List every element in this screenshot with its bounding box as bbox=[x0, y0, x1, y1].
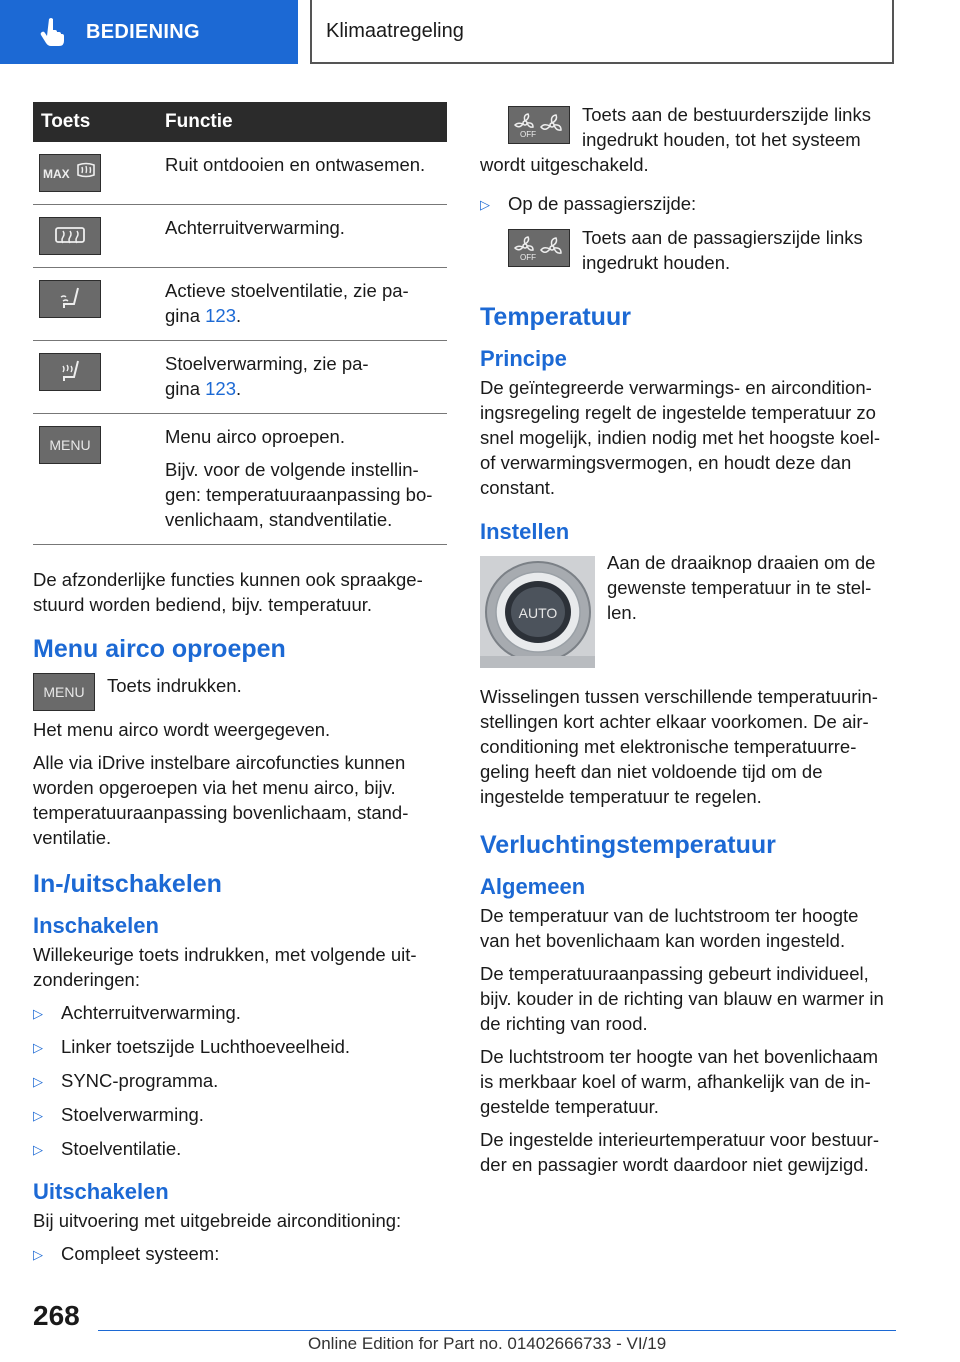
heading-switch-off: Uitschakelen bbox=[33, 1179, 169, 1204]
table-cell bbox=[161, 341, 447, 414]
passenger-side-instruction bbox=[480, 225, 896, 281]
table-header-function: Functie bbox=[161, 102, 447, 142]
list-item bbox=[480, 191, 896, 217]
rear-window-heating-icon bbox=[39, 217, 101, 255]
page-link[interactable]: 123 bbox=[205, 378, 236, 399]
table-row bbox=[33, 341, 447, 414]
list-item-text: Op de passagierszijde: bbox=[508, 193, 697, 214]
driver-side-instruction bbox=[480, 102, 896, 183]
seat-ventilation-icon bbox=[39, 280, 101, 318]
menu-key-label: MENU bbox=[43, 684, 85, 700]
heading-principle: Principe bbox=[480, 346, 567, 371]
list-item-text: SYNC-programma. bbox=[61, 1070, 219, 1091]
heading-on-off: In-/uitschakelen bbox=[33, 870, 222, 898]
passenger-list bbox=[480, 191, 896, 217]
general-paragraph: De ingestelde interieurtemperatuur voor bestuur- der en passagier wordt daardoor niet gewijzigd. bbox=[480, 1129, 879, 1175]
temperature-knob-image bbox=[480, 556, 595, 668]
right-column bbox=[480, 102, 896, 1185]
general-paragraph: De luchtstroom ter hoogte van het bovenlichaam is merkbaar koel of warm, afhankelijk van de in- gestelde temperatuur. bbox=[480, 1046, 878, 1117]
table-row bbox=[33, 414, 447, 545]
list-item bbox=[33, 1102, 447, 1128]
max-defrost-icon bbox=[39, 154, 101, 192]
triangle-bullet-icon: ▷ bbox=[33, 1040, 43, 1055]
table-cell bbox=[161, 414, 447, 545]
left-column bbox=[33, 102, 447, 1275]
cell-text: Bijv. voor de volgende instellin- gen: temperatuuraanpassing bo- venlichaam, standventilatie. bbox=[165, 459, 433, 530]
set-instruction bbox=[480, 550, 896, 672]
list-item-text: Stoelventilatie. bbox=[61, 1138, 182, 1159]
table-header-key: Toets bbox=[33, 102, 161, 142]
fan-off-key-icon bbox=[508, 229, 570, 267]
fan-off-key-icon bbox=[508, 106, 570, 144]
list-item-text: Achterruitverwarming. bbox=[61, 1002, 241, 1023]
triangle-bullet-icon: ▷ bbox=[33, 1108, 43, 1123]
triangle-bullet-icon: ▷ bbox=[480, 197, 490, 212]
triangle-bullet-icon: ▷ bbox=[33, 1006, 43, 1021]
menu-key-icon bbox=[33, 673, 95, 711]
list-item bbox=[33, 1068, 447, 1094]
table-row bbox=[33, 205, 447, 268]
triangle-bullet-icon: ▷ bbox=[33, 1142, 43, 1157]
menu-key-icon bbox=[39, 426, 101, 464]
voice-control-paragraph: De afzonderlijke functies kunnen ook spraakge- stuurd worden bediend, bijv. temperatuur. bbox=[33, 569, 423, 615]
list-item bbox=[33, 1034, 447, 1060]
svg-text:OFF: OFF bbox=[520, 253, 536, 262]
heading-general: Algemeen bbox=[480, 874, 586, 899]
menu-paragraph: Het menu airco wordt weergegeven. bbox=[33, 719, 331, 740]
chapter-title: Klimaatregeling bbox=[310, 0, 894, 64]
heading-menu-airco: Menu airco oproepen bbox=[33, 635, 286, 663]
cell-text: . bbox=[236, 378, 242, 399]
switch-off-paragraph: Bij uitvoering met uitgebreide airconditioning: bbox=[33, 1210, 402, 1231]
svg-text:OFF: OFF bbox=[520, 130, 536, 139]
table-cell: Achterruitverwarming. bbox=[161, 205, 447, 268]
general-paragraph: De temperatuur van de luchtstroom ter hoogte van het bovenlichaam kan worden ingesteld. bbox=[480, 905, 859, 951]
cell-text: . bbox=[236, 305, 242, 326]
set-text: Aan de draaiknop draaien om de gewenste temperatuur in te stel- len. bbox=[607, 552, 876, 623]
menu-key-label: MENU bbox=[49, 436, 91, 453]
triangle-bullet-icon: ▷ bbox=[33, 1074, 43, 1089]
section-tab-label: BEDIENING bbox=[86, 20, 200, 43]
principle-paragraph: De geïntegreerde verwarmings- en aircondition- ingsregeling regelt de ingestelde temperatuur zo snel mogelijk, indien nodig met het hoogste koel- of verwarmingsvermogen, en houdt deze dan constant. bbox=[480, 377, 881, 498]
max-key-label: MAX bbox=[43, 167, 70, 181]
set-paragraph: Wisselingen tussen verschillende temperatuurin- stellingen kort achter elkaar voorkomen. De air- conditioning met elektronische temperatuurre- geling heeft dan niet voldoende tijd om de ingestelde temperatuur te regelen. bbox=[480, 686, 878, 807]
section-tab[interactable] bbox=[0, 0, 298, 64]
list-item bbox=[33, 1000, 447, 1026]
key-function-table bbox=[33, 102, 447, 545]
general-paragraph: De temperatuuraanpassing gebeurt individueel, bijv. kouder in de richting van blauw en warmer in de richting van rood. bbox=[480, 963, 884, 1034]
switch-on-paragraph: Willekeurige toets indrukken, met volgende uit- zonderingen: bbox=[33, 944, 417, 990]
page-link[interactable]: 123 bbox=[205, 305, 236, 326]
heading-temperature: Temperatuur bbox=[480, 303, 631, 331]
menu-paragraph: Alle via iDrive instelbare aircofuncties kunnen worden opgeroepen via het menu airco, bijv. temperatuuraanpassing bovenlichaam, stand- ventilatie. bbox=[33, 752, 409, 848]
list-item-text: Linker toetszijde Luchthoeveelheid. bbox=[61, 1036, 350, 1057]
seat-heating-icon bbox=[39, 353, 101, 391]
list-item bbox=[33, 1241, 447, 1267]
table-row bbox=[33, 142, 447, 205]
page-number: 268 bbox=[33, 1300, 80, 1331]
table-cell bbox=[161, 268, 447, 341]
footer-divider bbox=[98, 1330, 896, 1331]
knob-label: AUTO bbox=[518, 605, 558, 621]
list-item bbox=[33, 1136, 447, 1162]
switch-off-list bbox=[33, 1241, 447, 1267]
cell-text: Menu airco oproepen. bbox=[165, 426, 345, 447]
passenger-side-text: Toets aan de passagierszijde links ingedrukt houden. bbox=[582, 227, 863, 273]
table-row bbox=[33, 268, 447, 341]
list-item-text: Stoelverwarming. bbox=[61, 1104, 204, 1125]
cell-text: Stoelverwarming, zie pa- gina bbox=[165, 353, 369, 399]
table-cell: Ruit ontdooien en ontwasemen. bbox=[161, 142, 447, 205]
cell-text: Actieve stoelventilatie, zie pa- gina bbox=[165, 280, 409, 326]
heading-set: Instellen bbox=[480, 519, 570, 544]
heading-vent-temperature: Verluchtingstemperatuur bbox=[480, 831, 776, 859]
hand-pointer-icon bbox=[40, 17, 66, 47]
edition-text: Online Edition for Part no. 01402666733 - VI/19 bbox=[308, 1334, 667, 1353]
menu-press-text: Toets indrukken. bbox=[107, 675, 242, 696]
driver-side-text: Toets aan de bestuurderszijde links ingedrukt houden, tot het systeem wordt uitgeschakeld. bbox=[480, 104, 871, 175]
triangle-bullet-icon: ▷ bbox=[33, 1247, 43, 1262]
list-item-text: Compleet systeem: bbox=[61, 1243, 220, 1264]
heading-switch-on: Inschakelen bbox=[33, 913, 159, 938]
exceptions-list bbox=[33, 1000, 447, 1162]
